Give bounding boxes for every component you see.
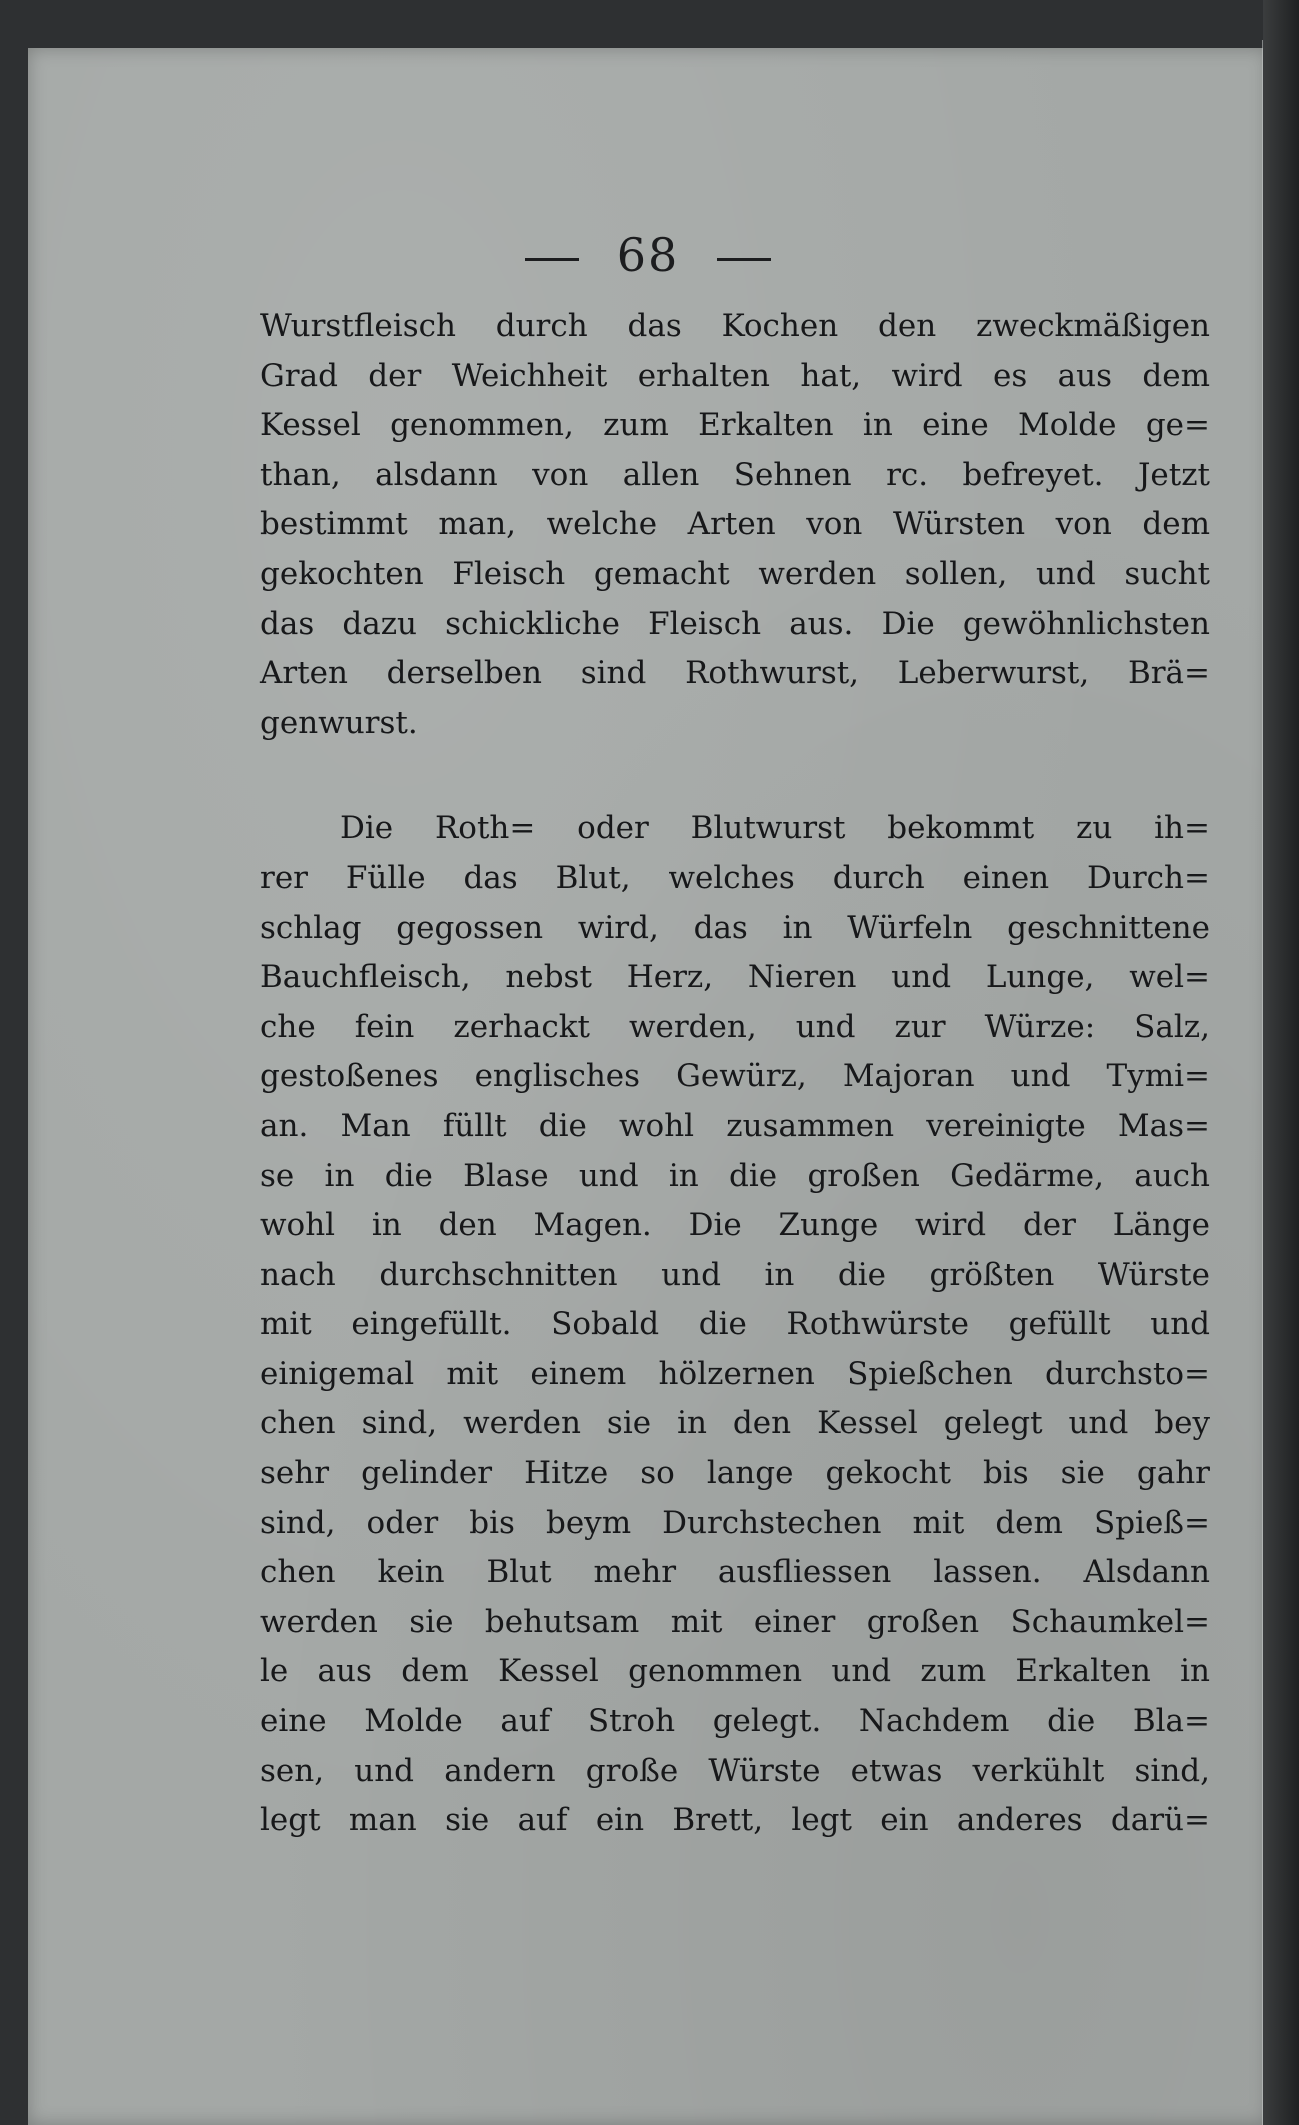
text-line: Bauchfleisch, nebst Herz, Nieren und Lunge, wel= [260,959,1210,996]
text-line: sen, und andern große Würste etwas verkühlt sind, [260,1752,1210,1789]
text-line: Arten derselben sind Rothwurst, Leberwurst, Brä= [260,655,1210,692]
page-number: 68 [616,228,680,282]
text-line: Grad der Weichheit erhalten hat, wird es aus dem [260,357,1210,394]
text-line: Wurstfleisch durch das Kochen den zweckmäßigen [260,308,1210,344]
text-line: einigemal mit einem hölzernen Spießchen durchsto= [260,1355,1210,1392]
text-line: gestoßenes englisches Gewürz, Majoran und Tymi= [260,1058,1210,1095]
text-line: legt man sie auf ein Brett, legt ein anderes darü= [260,1802,1210,1839]
text-line: Die Roth= oder Blutwurst bekommt zu ih= [340,810,1210,847]
paper-page [28,48,1268,2125]
header-dash-left [525,258,579,261]
text-line: bestimmt man, welche Arten von Würsten von dem [260,506,1210,543]
paragraph-2 [260,804,1210,1845]
text-line: mit eingefüllt. Sobald die Rothwürste gefüllt und [260,1306,1210,1343]
text-line: genwurst. [260,704,418,741]
text-line: chen sind, werden sie in den Kessel gelegt und bey [260,1405,1210,1442]
book-spine-shadow [1263,0,1299,2125]
text-line: wohl in den Magen. Die Zunge wird der Länge [260,1207,1210,1244]
text-line: chen kein Blut mehr ausfliessen lassen. Alsdann [260,1554,1210,1591]
text-line: sehr gelinder Hitze so lange gekocht bis sie gahr [260,1455,1210,1492]
text-line: werden sie behutsam mit einer großen Schaumkel= [260,1603,1210,1640]
text-line: nach durchschnitten und in die größten Würste [260,1256,1210,1293]
text-line: das dazu schickliche Fleisch aus. Die gewöhnlichsten [260,605,1210,642]
text-line: rer Fülle das Blut, welches durch einen Durch= [260,859,1210,896]
text-line: le aus dem Kessel genommen und zum Erkalten in [260,1653,1210,1690]
paragraph-gap [260,748,1210,804]
paragraph-1 [260,302,1210,748]
text-line: che fein zerhackt werden, und zur Würze: Salz, [260,1008,1210,1045]
page-header [28,228,1268,282]
text-line: Kessel genommen, zum Erkalten in eine Molde ge= [260,407,1210,444]
text-line: than, alsdann von allen Sehnen rc. befreyet. Jetzt [260,456,1210,493]
header-dash-right [717,258,771,261]
body-text [260,302,1210,1846]
text-line: se in die Blase und in die großen Gedärme, auch [260,1157,1210,1194]
text-line: an. Man füllt die wohl zusammen vereinigte Mas= [260,1107,1210,1144]
text-line: schlag gegossen wird, das in Würfeln geschnittene [260,909,1210,946]
text-line: eine Molde auf Stroh gelegt. Nachdem die Bla= [260,1703,1210,1740]
text-line: gekochten Fleisch gemacht werden sollen, und sucht [260,555,1210,592]
text-line: sind, oder bis beym Durchstechen mit dem Spieß= [260,1504,1210,1541]
